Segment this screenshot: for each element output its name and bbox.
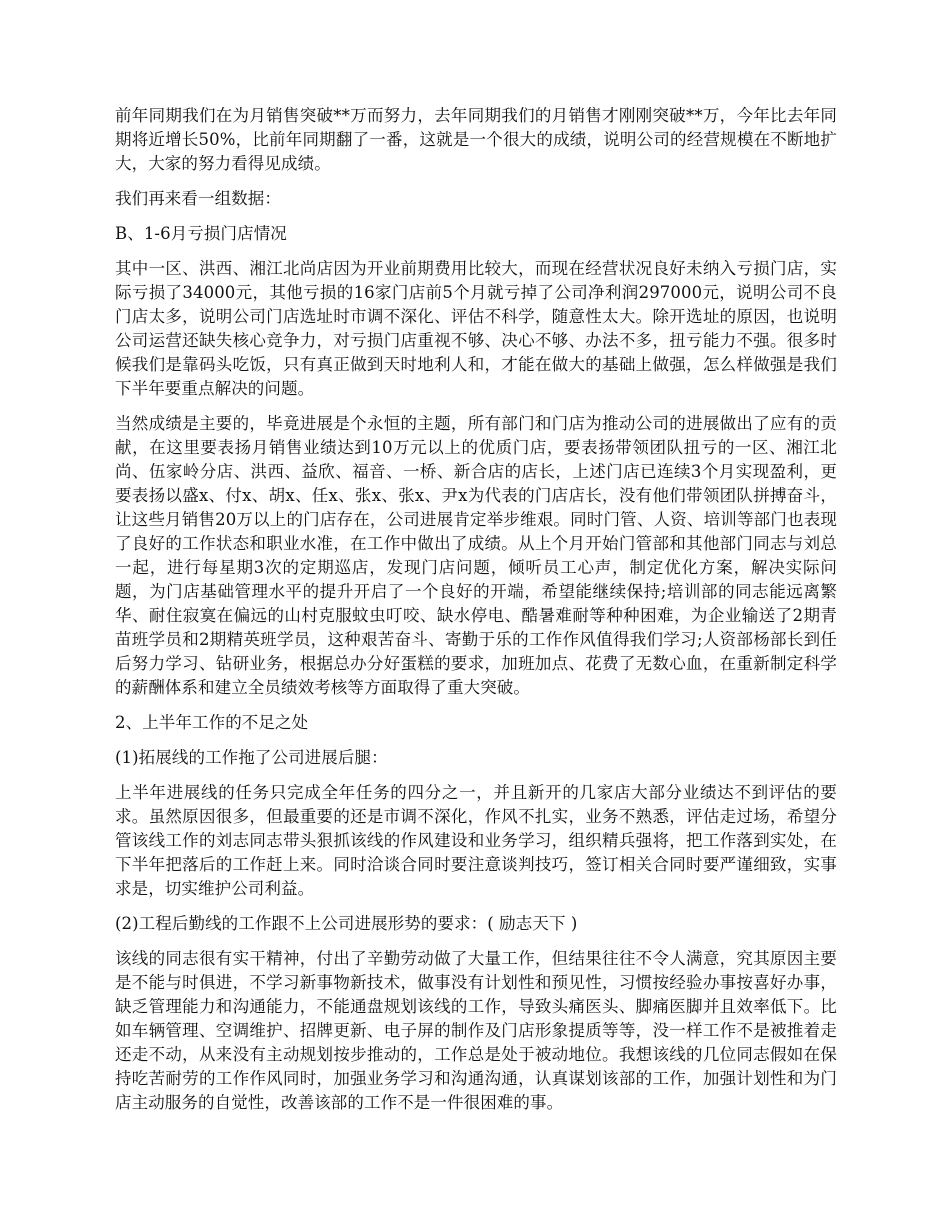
heading-loss-stores: B、1-6月亏损门店情况 [115,224,287,243]
paragraph-loss-analysis: 其中一区、洪西、湘江北尚店因为开业前期费用比较大，而现在经营状况良好未纳入亏损门店，实际亏损了34000元，其他亏损的16家门店前5个月就亏掉了公司净利润297000元，说明公司不良门店太多，说明公司门店选址时市调不深化、评估不科学，随意性太大。除开选址的原因，也说明公司运营还缺失核心竞争力，对亏损门店重视不够、决心不够、办法不多，扭亏能力不强。很多时候我们是靠码头吃饭，只有真正做到天时地利人和，才能在做大的基础上做强，怎么样做强是我们下半年要重点解决的问题。 [115,259,837,398]
paragraph-sales-growth: 前年同期我们在为月销售突破**万而努力，去年同期我们的月销售才刚刚突破**万，今年比去年同期将近增长50%，比前年同期翻了一番，这就是一个很大的成绩，说明公司的经营规模在不断地扩大，大家的努力看得见成绩。 [115,106,837,173]
heading-shortcomings: 2、上半年工作的不足之处 [115,713,309,732]
subheading-expansion-line: (1)拓展线的工作拖了公司进展后腿： [115,748,388,767]
document-body [115,104,837,1126]
paragraph-expansion-line: 上半年进展线的任务只完成全年任务的四分之一，并且新开的几家店大部分业绩达不到评估的要求。虽然原因很多，但最重要的还是市调不深化，作风不扎实，业务不熟悉，评估走过场，希望分管该线工作的刘志同志带头狠抓该线的作风建设和业务学习，组织精兵强将，把工作落到实处，在下半年把落后的工作赶上来。同时洽谈合同时要注意谈判技巧，签订相关合同时要严谨细致，实事求是，切实维护公司利益。 [115,783,837,898]
paragraph-achievements: 当然成绩是主要的，毕竟进展是个永恒的主题，所有部门和门店为推动公司的进展做出了应有的贡献，在这里要表扬月销售业绩达到10万元以上的优质门店，要表扬带领团队扭亏的一区、湘江北尚、伍家岭分店、洪西、益欣、福音、一桥、新合店的店长，上述门店已连续3个月实现盈利，更要表扬以盛x、付x、胡x、任x、张x、张x、尹x为代表的门店店长，没有他们带领团队拼搏奋斗，让这些月销售20万以上的门店存在，公司进展肯定举步维艰。同时门管、人资、培训等部门也表现了良好的工作状态和职业水准，在工作中做出了成绩。从上个月开始门管部和其他部门同志与刘总一起，进行每星期3次的定期巡店，发现门店问题，倾听员工心声，制定优化方案，解决实际问题，为门店基础管理水平的提升开启了一个良好的开端，希望能继续保持;培训部的同志能远离繁华、耐住寂寞在偏远的山村克服蚊虫叮咬、缺水停电、酷暑难耐等种种困难，为企业输送了2期青苗班学员和2期精英班学员，这种艰苦奋斗、寄勤于乐的工作作风值得我们学习;人资部杨部长到任后努力学习、钻研业务，根据总办分好蛋糕的要求，加班加点、花费了无数心血，在重新制定科学的薪酬体系和建立全员绩效考核等方面取得了重大突破。 [115,414,837,697]
subheading-engineering-logistics: (2)工程后勤线的工作跟不上公司进展形势的要求：( 励志天下 ) [115,914,578,933]
paragraph-engineering-logistics: 该线的同志很有实干精神，付出了辛勤劳动做了大量工作，但结果往往不令人满意，究其原因主要是不能与时俱进，不学习新事物新技术，做事没有计划性和预见性，习惯按经验办事按喜好办事，缺乏管理能力和沟通能力，不能通盘规划该线的工作，导致头痛医头、脚痛医脚并且效率低下。比如车辆管理、空调维护、招牌更新、电子屏的制作及门店形象提质等等，没一样工作不是被推着走还走不动，从来没有主动规划按步推动的，工作总是处于被动地位。我想该线的几位同志假如在保持吃苦耐劳的工作作风同时，加强业务学习和沟通沟通，认真谋划该部的工作，加强计划性和为门店主动服务的自觉性，改善该部的工作不是一件很困难的事。 [115,949,837,1112]
paragraph-data-intro: 我们再来看一组数据： [115,189,281,208]
